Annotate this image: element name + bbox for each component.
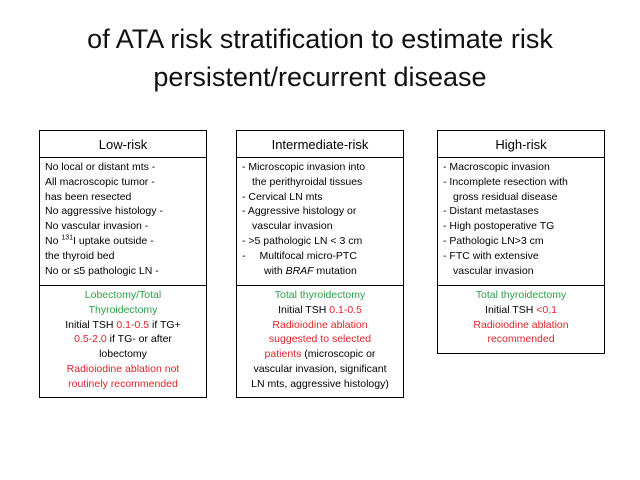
high-risk-header: High-risk [437,130,605,158]
criteria-item: gross residual disease [453,190,558,203]
treatment-line [441,303,601,318]
gene-name: BRAF [285,264,314,277]
criteria-item: the perithyroidal tissues [252,175,363,188]
treatment-line: Total thyroidectomy [274,289,366,301]
high-risk-treatment [437,286,605,354]
criteria-item: the thyroid bed [45,249,115,262]
title-line-1: of ATA risk stratification to estimate risk [87,24,553,54]
criteria-item: has been resected [45,190,132,203]
treatment-line [43,318,203,333]
treatment-text: Initial TSH [485,303,537,316]
low-risk-header: Low-risk [39,130,207,158]
intermediate-risk-criteria [236,158,404,286]
title-line-2: persistent/recurrent disease [153,62,487,92]
treatment-line: Total thyroidectomy [475,289,567,301]
criteria-item: All macroscopic tumor - [45,175,155,188]
criteria-item: - Pathologic LN>3 cm [443,234,544,247]
criteria-item [242,249,398,264]
criteria-item: No aggressive histology - [45,205,163,218]
isotope-superscript: 131 [61,234,74,242]
criteria-item: - High postoperative TG [443,220,555,233]
tsh-range: 0.1-0.5 [116,318,150,331]
criteria-text: Multifocal micro-PTC [259,249,357,262]
criteria-item: - Macroscopic invasion [443,161,550,173]
treatment-line [43,332,203,347]
treatment-line: Radioiodine ablation not [66,362,180,375]
tsh-range: 0.5-2.0 [74,333,107,346]
criteria-item: - Aggressive histology or [242,205,357,218]
criteria-item: No local or distant mts - [45,161,156,173]
criteria-item [45,234,201,249]
low-risk-column [39,130,207,398]
treatment-line [240,347,400,362]
high-risk-criteria [437,158,605,286]
high-risk-column [437,130,605,354]
criteria-text: - [242,249,246,262]
treatment-line: suggested to selected [268,333,372,346]
criteria-item: - Distant metastases [443,205,539,218]
tsh-range: 0.1-0.5 [329,303,362,316]
slide-title [0,20,640,96]
criteria-item: - Cervical LN mts [242,190,323,203]
low-risk-criteria [39,158,207,286]
treatment-line [240,303,400,318]
treatment-line: Radioiodine ablation [272,318,368,331]
treatment-line: Thyroidectomy [88,303,158,316]
treatment-text: (microscopic or [301,348,376,361]
intermediate-risk-header: Intermediate-risk [236,130,404,158]
treatment-text: Initial TSH [278,303,330,316]
criteria-item: No or ≤5 pathologic LN - [45,264,159,277]
criteria-item: - Incomplete resection with [443,175,568,188]
criteria-text: with [264,264,286,277]
criteria-text: mutation [313,264,357,277]
treatment-line: routinely recommended [68,377,178,390]
treatment-text: if TG+ [149,318,181,331]
treatment-line: LN mts, aggressive histology) [251,377,389,390]
criteria-item [242,264,398,279]
treatment-line: recommended [487,333,555,346]
treatment-text: Initial TSH [65,318,117,331]
criteria-item: vascular invasion [453,264,534,277]
criteria-text: I uptake outside - [73,234,154,247]
criteria-text: No [45,234,62,247]
tsh-range: <0.1 [536,303,557,316]
treatment-text: if TG- or after [106,333,172,346]
intermediate-risk-column [236,130,404,398]
treatment-line: lobectomy [99,348,147,361]
criteria-item: - Microscopic invasion into [242,161,366,173]
treatment-line: Radioiodine ablation [473,318,569,331]
intermediate-risk-treatment [236,286,404,398]
criteria-item: No vascular invasion - [45,220,149,233]
criteria-item: vascular invasion [252,220,333,233]
treatment-text: patients [264,348,302,361]
low-risk-treatment [39,286,207,398]
criteria-item: - FTC with extensive [443,249,539,262]
criteria-item: - >5 pathologic LN < 3 cm [242,234,363,247]
treatment-line: vascular invasion, significant [253,362,387,375]
treatment-line: Lobectomy/Total [84,289,162,301]
